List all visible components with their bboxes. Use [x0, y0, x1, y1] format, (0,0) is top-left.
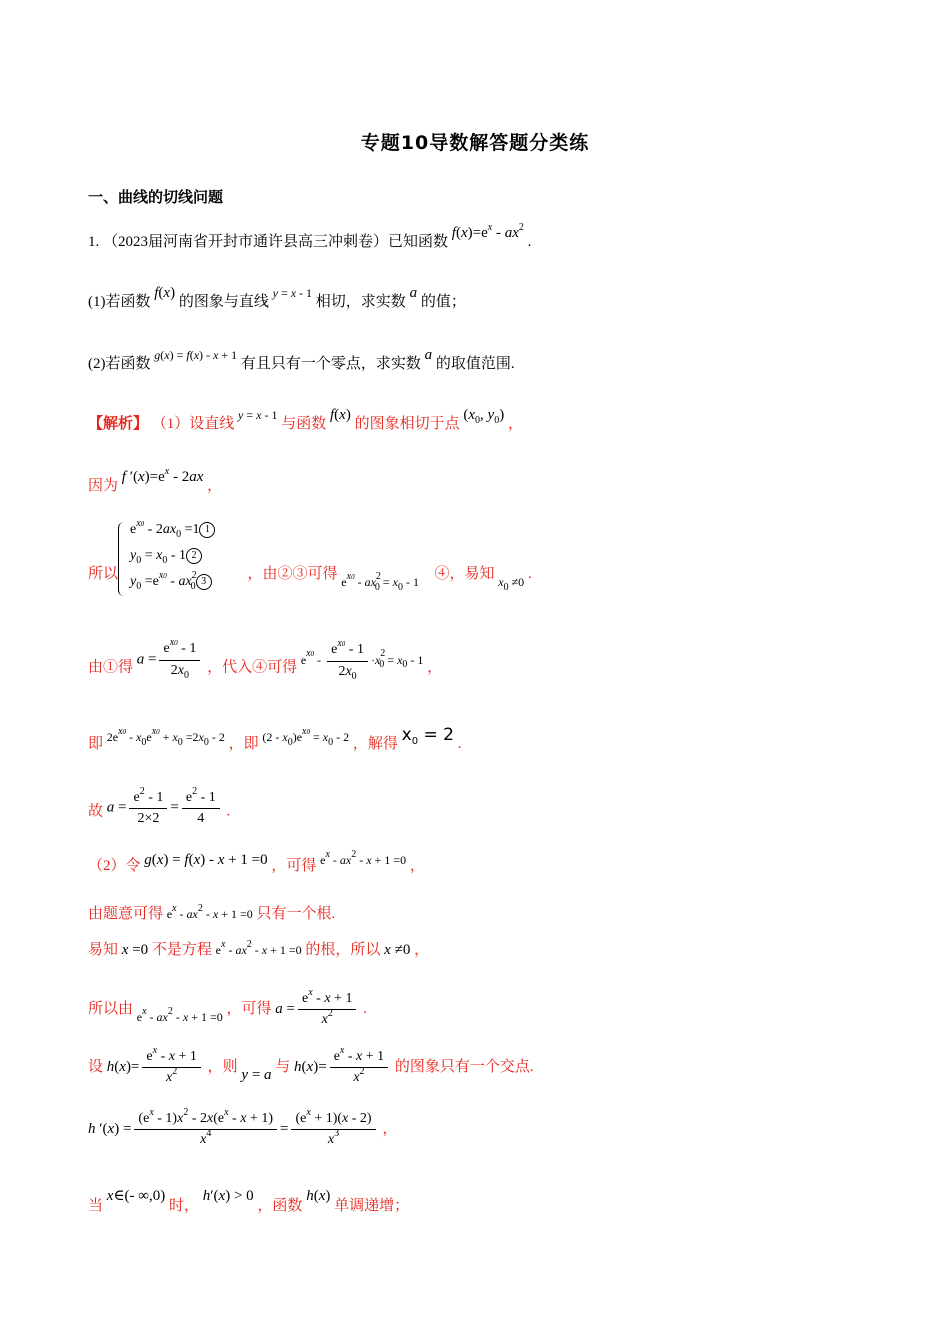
circled-3-icon: 3: [196, 574, 212, 590]
page-title: 专题10导数解答题分类练: [360, 132, 590, 154]
solution-line-9: 易知 x =0 不是方程 $e^x - ax^2 - x + 1 =0$ 的根，所以 x ≠0 ，: [88, 939, 430, 958]
solution-line-13: 当 x∈(- ∞,0) 时， h′(x) > 0 ，函数 h(x) 单调递增；: [88, 1188, 410, 1214]
solution-line-1: 【解析】 （1）设直线 y = x - 1 与函数 f(x) 的图象相切于点 ($x_0$, $y_0$) ，: [88, 407, 523, 432]
problem-part2: (2)若函数 g(x) = f(x) - x + 1 有且只有一个零点，求实数 a 的取值范围.: [88, 347, 515, 372]
formula-fx: $f(x)=e^x - ax^2$: [451, 222, 524, 241]
section-heading: 一、曲线的切线问题: [88, 188, 224, 206]
circled-2-icon: 2: [186, 548, 202, 564]
solution-line-7: （2）令 g(x) = f(x) - x + 1 =0 ，可得 $e^x - ax^2 - x + 1 =0$ ，: [88, 849, 425, 874]
equation-system: $e^{x0} - 2ax_0 =1$ 1 $y_0 = x_0 - 1$ 2 $y_0 =e^{x0} - ax^2_0$ 3: [118, 522, 238, 600]
solution-line-6: 故 a = $\frac{e^2 - 1}{2\times 2}$ = $\frac{e^2 - 1}{4}$ .: [88, 786, 231, 826]
circled-1-icon: 1: [199, 522, 215, 538]
problem-part1: (1)若函数 f(x) 的图象与直线 y = x - 1 相切，求实数 a 的值；: [88, 285, 466, 310]
solution-line-10: 所以由 $e^x - ax^2 - x + 1 =0$ ，可得 a = $\frac{e^x - x + 1}{x^2}$ .: [88, 987, 367, 1027]
solution-line-8: 由题意可得 $e^x - ax^2 - x + 1 =0$ 只有一个根.: [88, 903, 336, 922]
solution-line-2: 因为 f $'(x)=e^x - 2ax$ ，: [88, 466, 223, 494]
solution-line-11: 设 h(x)= $\frac{e^x - x + 1}{x^2}$ ，则 y = a 与 h(x)= $\frac{e^x - x + 1}{x^2}$ 的图象只有一个交点.: [88, 1045, 534, 1085]
solution-line-3: 所以 ，由②③可得 $e^{x0} - ax^2_0 = x_0 - 1$ ④，易知 $x_0 \ne 0$ .: [88, 566, 532, 593]
solution-line-5: 即 $2e^{x0} - x_0e^{x0} + x_0 =2x_0 - 2$ ，即 $(2 - x_0)e^{x0} = x_0 - 2$ ，解得 $x_0 = 2$ .: [88, 725, 462, 752]
solution-line-4: 由①得 a = $\frac{e^{x0} - 1}{2x_0}$ ，代入④可得 $e^{x0}$ - $\frac{e^{x0} - 1}{2x_0}$ $\cdot x^2_0 = x_0 - 1$ ，: [88, 637, 443, 682]
solution-line-12: h ′(x) = $\frac{(e^x - 1)x^2 - 2x(e^x - x + 1)}{x^4}$ = $\frac{(e^x + 1)(x - 2)}{x^3}$ ，: [88, 1107, 398, 1147]
problem-statement: 1. （2023届河南省开封市通许县高三冲刺卷）已知函数 $f(x)=e^x - ax^2$ .: [88, 222, 532, 250]
